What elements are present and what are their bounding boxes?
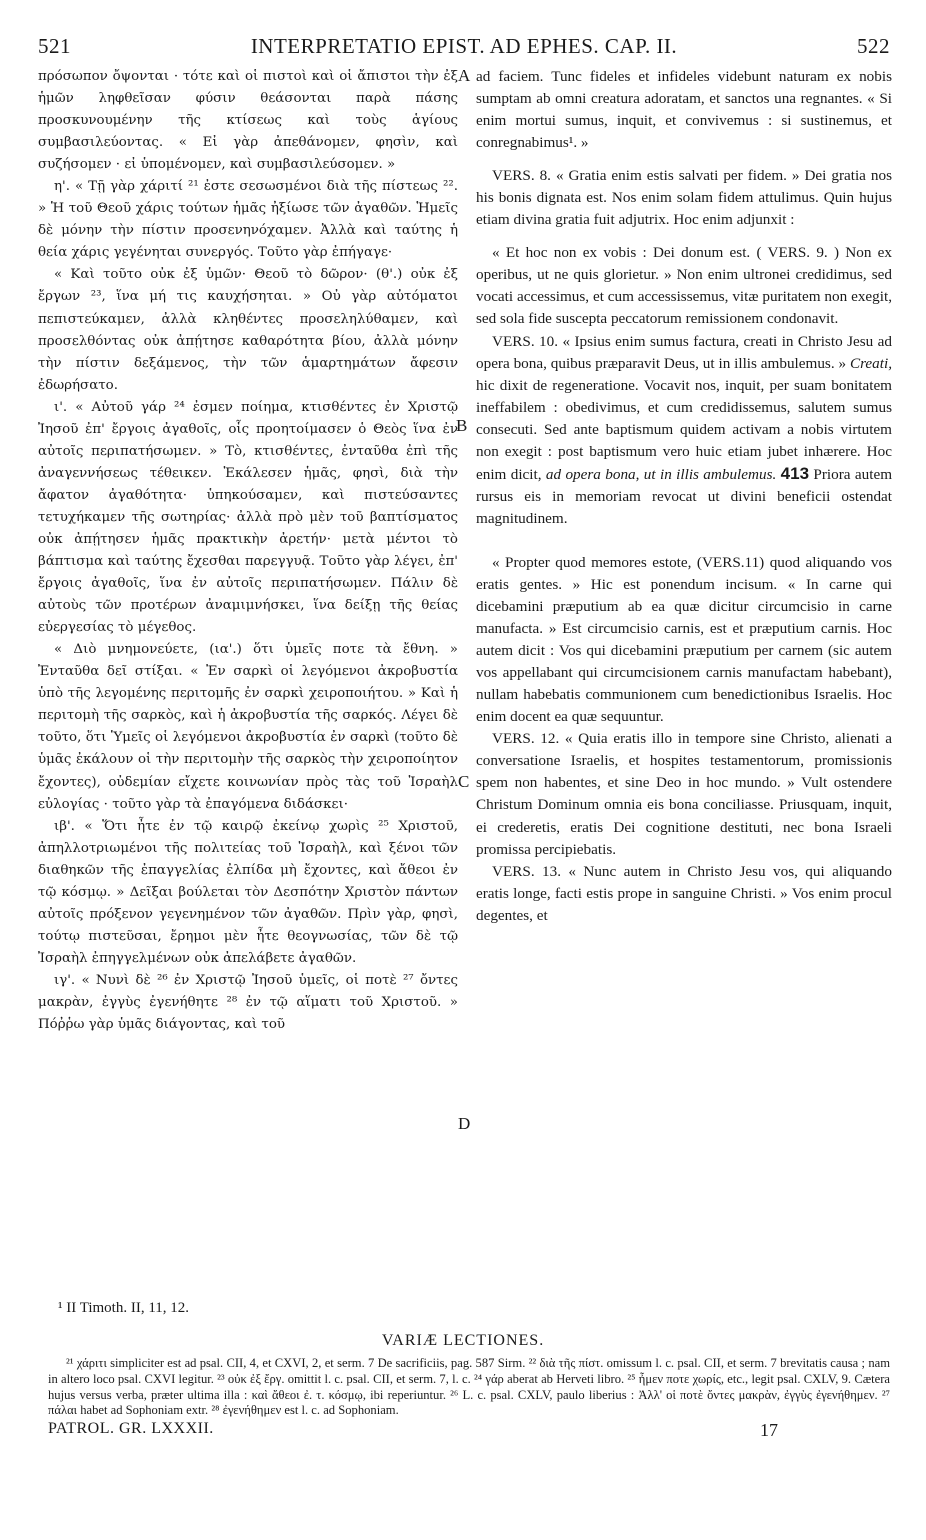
latin-paragraph: « Et hoc non ex vobis : Dei donum est. ( VERS. 9. ) Non ex operibus, ut ne quis glorietur. » Non enim ultronei credidimus, sed vocati accessimus, et cum accessissemus, vitæ puritatem non exegit, sed sola fide suscepta peccatorum remissionem condonavit.	[476, 244, 892, 328]
variae-lectiones-heading: VARIÆ LECTIONES.	[381, 1332, 545, 1349]
latin-paragraph-verse-10	[476, 331, 892, 530]
latin-text: VERS. 10. « Ipsius enim sumus factura, creati in Christo Jesu ad opera bona, quibus præparavit Deus, ut in illis ambulemus. »	[476, 332, 892, 372]
variae-text: ²¹ χάριτι simpliciter est ad psal. CII, 4, et CXVI, 2, et serm. 7 De sacrificiis, pag. 587 Sirm. ²² διὰ τῆς πίστ. omissum l. c. psal. CII, et serm. 7 brevitatis causa ; nam in altero loco psal. CXVI legitur. ²³ οὐκ ἐξ ἔργ. omittit l. c. psal. CII, et serm. 7, l. c. ²⁴ γάρ aberat ab Herveti libro. ²⁵ ἦμεν ποτε χωρίς, etc., legit psal. CXLV, 9. Cætera hujus versus verba, præter ultima illa : καὶ ἄθεοι ἐ. τ. κόσμῳ, ibi reperiuntur. ²⁶ L. c. psal. CXLV, paulo liberius : Ἀλλ' οἱ ποτὲ ὄντες μακρὰν, ἐγγὺς ἐγενήθημεν. ²⁷ πάλαι habet ad Sophoniam extr. ²⁸ ἐγενήθημεν est l. c. ad Sophoniam.	[48, 1356, 890, 1418]
greek-paragraph: ιγ'. « Νυνὶ δὲ ²⁶ ἐν Χριστῷ Ἰησοῦ ὑμεῖς, οἱ ποτὲ ²⁷ ὄντες μακρὰν, ἐγγὺς ἐγενήθητε ²⁸ ἐν τῷ αἵματι τοῦ Χριστοῦ. » Πόῤῥω γὰρ ὑμᾶς διάγοντας, καὶ τοῦ	[38, 972, 458, 1033]
latin-paragraph: VERS. 8. « Gratia enim estis salvati per fidem. » Dei gratia nos his bonis dignata est. Nos enim solam fidem attulimus. Quin hujus etiam divina gratia fuit adjutrix. Hoc enim adjunxit :	[476, 167, 892, 229]
latin-paragraph: VERS. 13. « Nunc autem in Christo Jesu vos, qui aliquando eratis longe, facti estis prope in sanguine Christi. » Vos enim procul degentes, et	[476, 862, 892, 924]
latin-text: Priora autem rursus eis in memoriam revocat ut divini beneficii ostendat magnitudinem.	[476, 465, 893, 527]
latin-text: hic dixit de regeneratione. Vocavit nos, inquit, per suam bonitatem ineffabilem : obedivimus, et cum credidissemus, salutem sumus consecuti. Sed ante baptismum quidem activam a nobis virtutem non exegit : post baptismum vero huic etiam jubet inhærere. Hoc enim dicit,	[476, 376, 892, 483]
variae-lectiones	[48, 1356, 890, 1419]
greek-paragraph: ιβ'. « Ὅτι ἦτε ἐν τῷ καιρῷ ἐκείνῳ χωρὶς ²⁵ Χριστοῦ, ἀπηλλοτριωμένοι τῆς πολιτείας τοῦ Ἰσραὴλ, καὶ ξένοι τῶν διαθηκῶν τῆς ἐπαγγελίας ἐλπίδα μὴ ἔχοντες, καὶ ἄθεοι ἐν τῷ κόσμῳ. » Δεῖξαι βούλεται τὸν Δεσπότην Χριστὸν πάντων αὐτοῖς πρόξενον γεγενημένον τῶν ἀγαθῶν. Πρὶν γὰρ, φησὶ, τούτῳ πιστεῦσαι, ἔρημοι μὲν ἦτε θεογνωσίας, τῶν δὲ τῷ Ἰσραὴλ ἐπηγγελμένων οὐκ ἀπελάβετε ἀγαθῶν.	[38, 818, 458, 966]
latin-paragraph: VERS. 12. « Quia eratis illo in tempore sine Christo, alienati a conversatione Israelis, et hospites testamentorum, promissionis spem non habentes, et sine Deo in hoc mundo. » Vult ostendere Christum Dominum omnia eis bona conciliasse. Priusquam, inquit, ei crederetis, eratis Dei cognitione destituti, nec bona Israeli promissa percipiebatis.	[476, 730, 892, 858]
greek-paragraph: η'. « Τῇ γὰρ χάριτί ²¹ ἐστε σεσωσμένοι διὰ τῆς πίστεως ²². » Ἡ τοῦ Θεοῦ χάρις τούτων ἡμᾶς ἠξίωσε τῶν ἀγαθῶν. Ἡμεῖς δὲ μόνην τὴν πίστιν προσενηνόχαμεν. Ἀλλὰ καὶ ταύτης ἡ θεία χάρις γεγένηται συνεργός. Τοῦτο γὰρ ἐπήγαγε·	[38, 179, 458, 261]
margin-letter-d: D	[458, 1114, 471, 1133]
latin-italic-text: Creati,	[849, 354, 892, 372]
margin-letter-c: C	[458, 772, 470, 791]
page-header	[38, 34, 890, 64]
greek-paragraph: « Καὶ τοῦτο οὐκ ἐξ ὑμῶν· Θεοῦ τὸ δῶρον· (θ'.) οὐκ ἐξ ἔργων ²³, ἵνα μή τις καυχήσηται. » Οὐ γὰρ αὐτόματοι πεπιστεύκαμεν, ἀλλὰ κληθέντες προσεληλύθαμεν, καὶ προσελθόντας οὐκ ἀπῄτησε καθαρότητα βίου, ἀλλὰ μόνην τὴν πίστιν δεξάμενος, τὴν τῶν ἁμαρτημάτων ἄφεσιν ἐδωρήσατο.	[38, 267, 458, 393]
latin-column	[476, 66, 892, 927]
greek-paragraph: « Διὸ μνημονεύετε, (ια'.) ὅτι ὑμεῖς ποτε τὰ ἔθνη. » Ἐνταῦθα δεῖ στίξαι. « Ἐν σαρκὶ οἱ λεγόμενοι ἀκροβυστία ὑπὸ τῆς λεγομένης περιτομῆς ἐν σαρκὶ χειροποιήτου. » Καὶ ἡ περιτομὴ τῆς σαρκὸς, καὶ ἡ ἀκροβυστία τῆς σαρκός. Λέγει δὲ τοῦτο, ὅτι Ὑμεῖς οἱ λεγόμενοι ἀκροβυστία ἐν σαρκὶ (τοῦτο δὲ ὑμᾶς ἐκάλουν οἱ τὴν περιτομὴν τῆς σαρκὸς τὴν χειροποίητον ἔχοντες), οὐδεμίαν εἴχετε κοινωνίαν πρὸς τὰς τοῦ Ἰσραὴλ εὐλογίας · τοῦτο γὰρ τὰ ἐπαγόμενα διδάσκει·	[38, 642, 458, 812]
latin-italic-text: ad opera bona, ut in illis ambulemus.	[545, 465, 777, 483]
footnote: ¹ II Timoth. II, 11, 12.	[58, 1300, 190, 1316]
signature-mark: PATROL. GR. LXXXII.	[48, 1420, 214, 1437]
greek-column	[38, 66, 458, 1036]
sheet-number: 17	[760, 1420, 778, 1440]
greek-paragraph: ι'. « Αὐτοῦ γάρ ²⁴ ἐσμεν ποίημα, κτισθέντες ἐν Χριστῷ Ἰησοῦ ἐπ' ἔργοις ἀγαθοῖς, οἷς προητοίμασεν ὁ Θεὸς ἵνα ἐν αὐτοῖς περιπατήσωμεν. » Τὸ, κτισθέντες, ἐνταῦθα ἐπὶ τῆς ἀναγεννήσεως τέθεικεν. Ἐκάλεσεν ἡμᾶς, φησὶ, διὰ τὴν ἄφατον ἀγαθότητα· ὑπηκούσαμεν, καὶ πιστεύσαντες τετυχήκαμεν τῆς σωτηρίας· ἀλλὰ πρὸ μὲν τοῦ βαπτίσματος οὐκ ἀπῄτησεν ἡμᾶς πρακτικὴν ἀρετήν· μετὰ μέντοι τὸ βάπτισμα καὶ ταύτης ἔχεσθαι παρεγγυᾷ. Τοῦτο γὰρ λέγει, ἐπ' ἔργοις ἀγαθοῖς, ἵνα ἐν αὐτοῖς περιπατήσωμεν. Πάλιν δὲ αὐτοὺς τῶν προτέρων ἀναμιμνήσκει, ἵνα δείξῃ τῆς θείας εὐεργεσίας τὸ μέγεθος.	[38, 399, 458, 636]
page-number-left: 521	[38, 34, 71, 58]
latin-paragraph: ad faciem. Tunc fideles et infideles videbunt naturam ex nobis sumptam ab omni creatura adoratam, et sanctos una regnantes. « Si enim mortui sumus, inquit, et convivemus : si sustinemus, et conregnabimus¹. »	[476, 68, 892, 152]
page-number-right: 522	[857, 34, 890, 58]
column-number: 413	[780, 463, 810, 483]
greek-paragraph: πρόσωπον ὄψονται · τότε καὶ οἱ πιστοὶ καὶ οἱ ἄπιστοι τὴν ἐξ ἡμῶν ληφθεῖσαν φύσιν θεάσονται παρὰ πάσης προσκυνουμένην τῆς κτίσεως καὶ τοὺς ἁγίους συμβασιλεύοντας. « Εἰ γὰρ ἀπεθάνομεν, φησὶν, καὶ συζήσομεν · εἰ ὑπομένομεν, καὶ συμβασιλεύσομεν. »	[38, 69, 458, 173]
margin-letter-b: B	[456, 416, 468, 435]
page-footer	[48, 1420, 890, 1444]
margin-letter-a: A	[458, 66, 471, 85]
latin-paragraph: « Propter quod memores estote, (VERS.11) quod aliquando vos eratis gentes. » Hic est ponendum incisum. « In carne qui dicebamini præputium ab ea quæ dicitur circumcisio in carne manufacta. » Est circumcisio carnis, est et præputium carnis. Hoc autem dicit : Vos qui dicebamini præputium per carnem (sic autem vos appellabant qui circumcisionem carnis manufactam habebant), nullam habebatis communionem cum benedictionibus Israelis. Hoc enim docent ea quæ sequuntur.	[476, 553, 892, 726]
running-title: INTERPRETATIO EPIST. AD EPHES. CAP. II.	[250, 34, 678, 58]
